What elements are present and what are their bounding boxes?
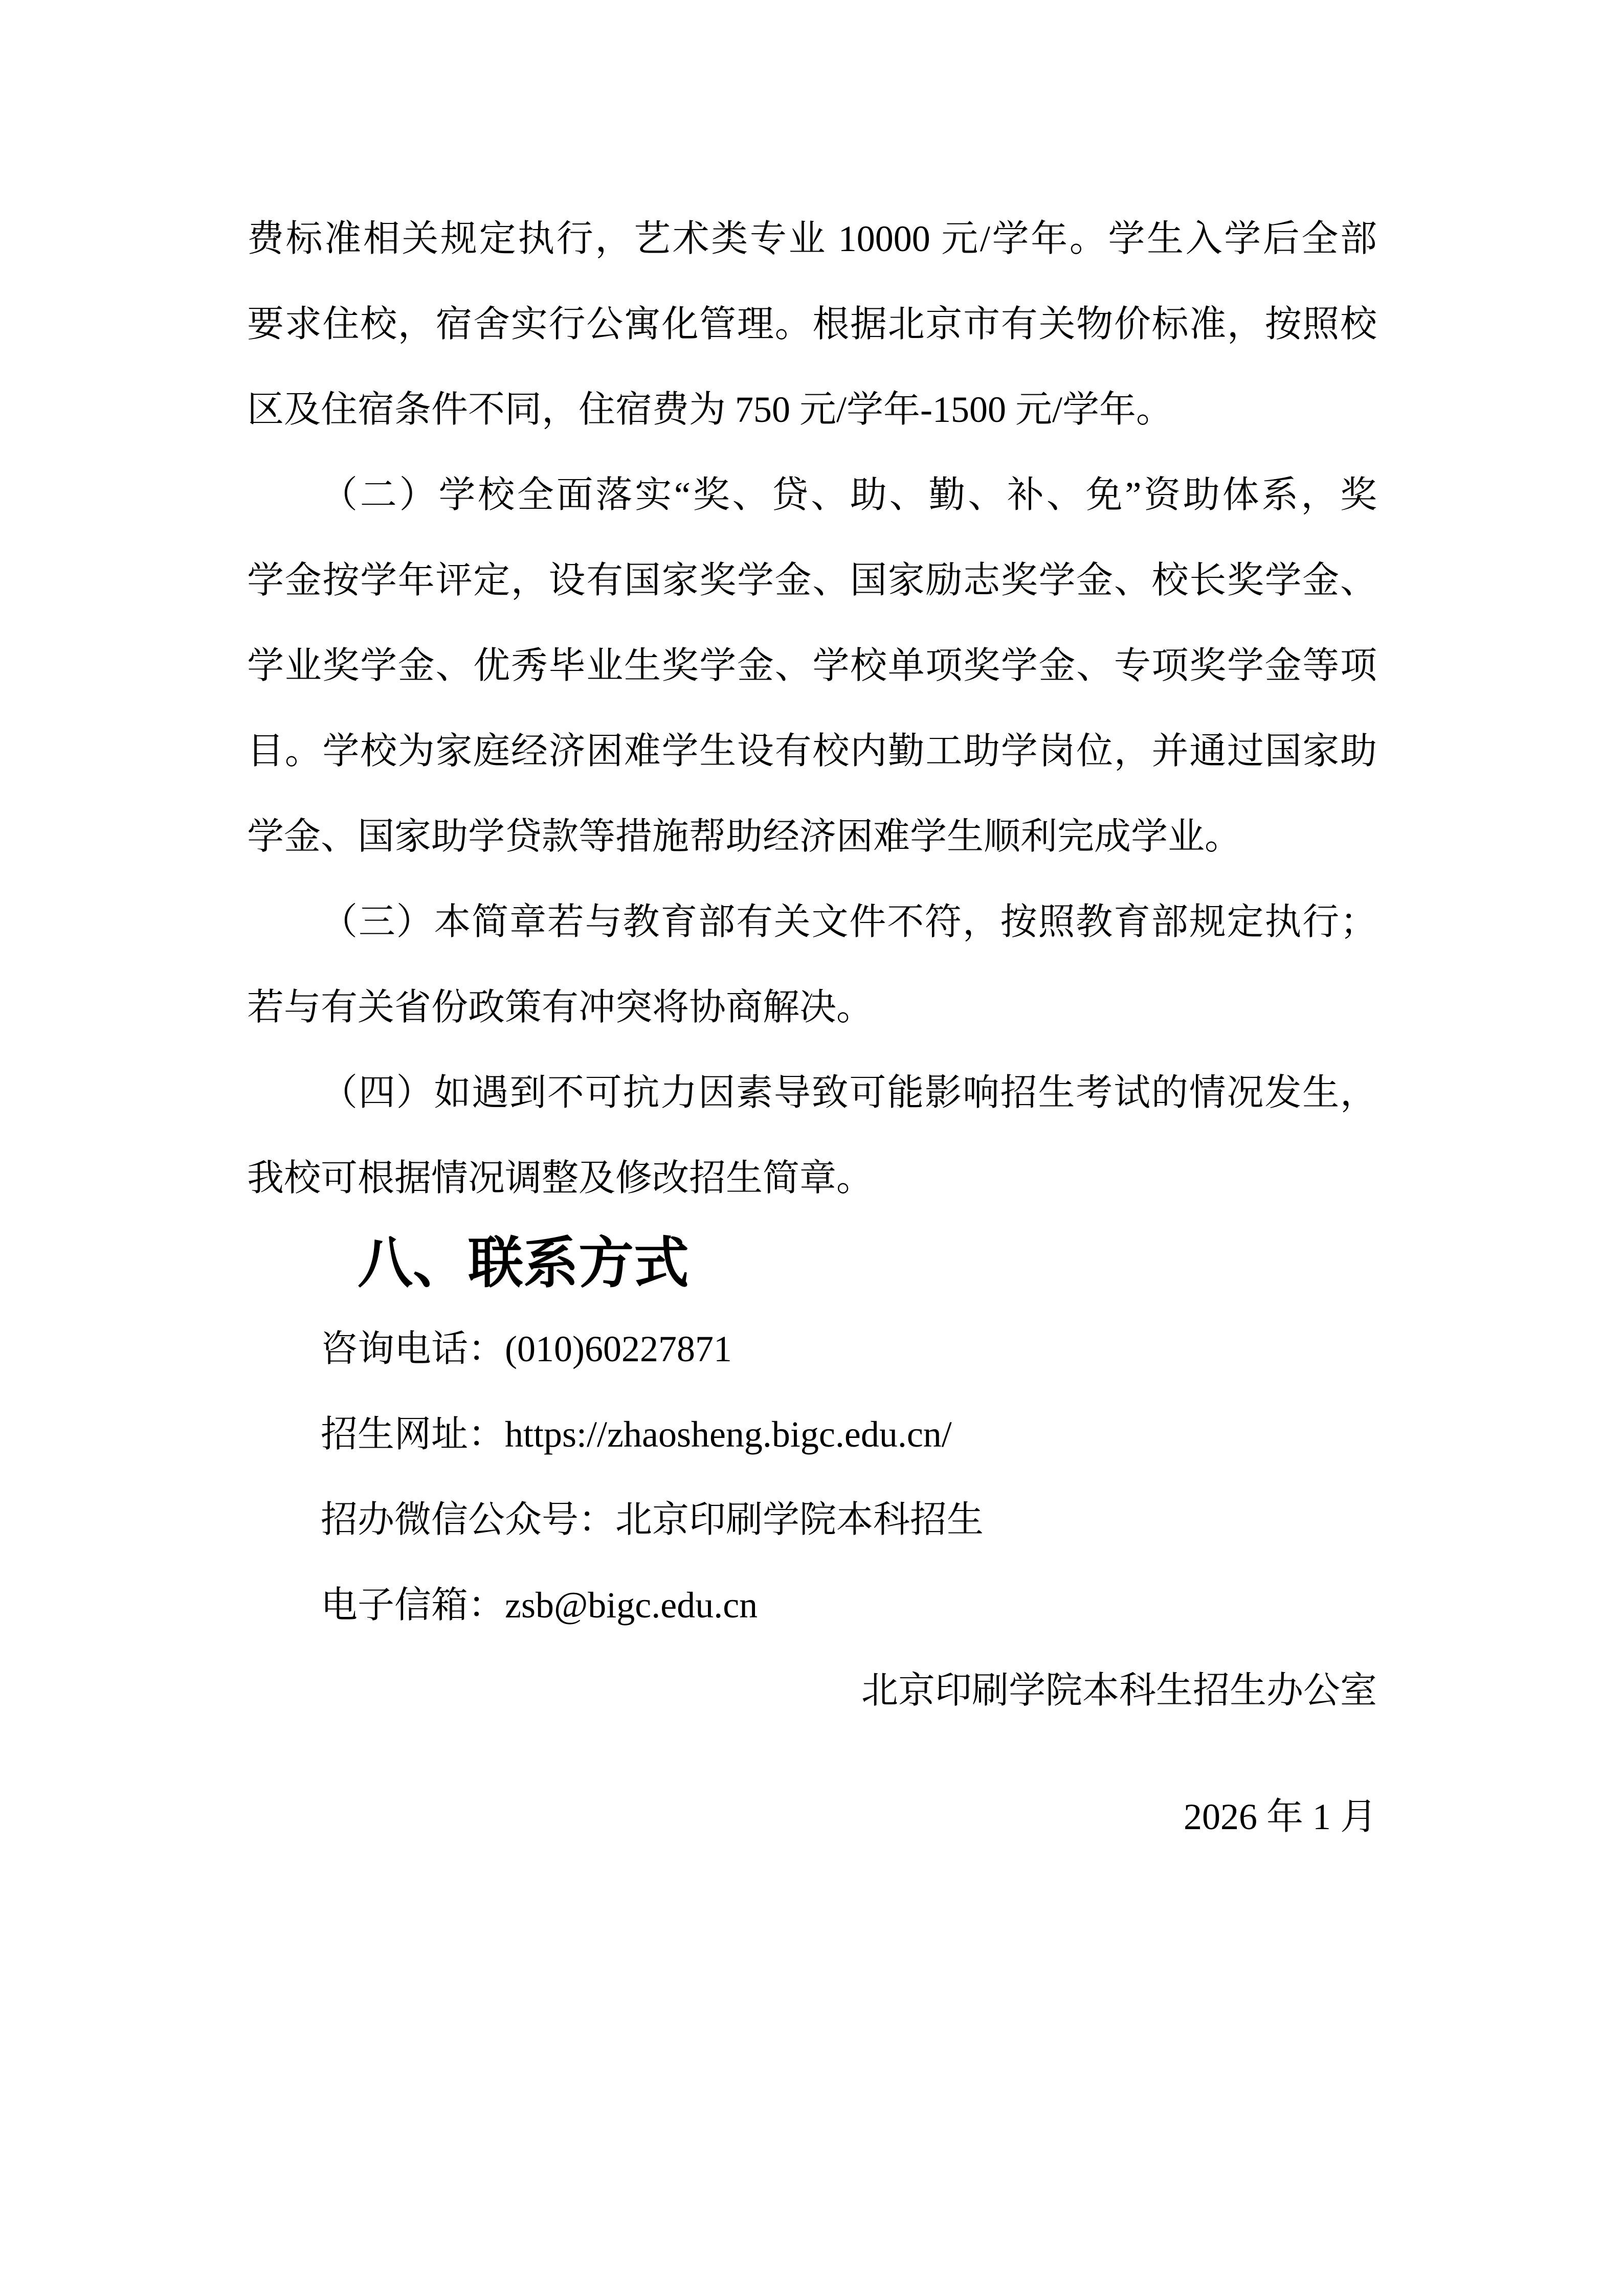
document-line: 区及住宿条件不同，住宿费为 750 元/学年-1500 元/学年。 — [247, 389, 1173, 430]
contact-website-line: 招生网址：https://zhaosheng.bigc.edu.cn/ — [321, 1414, 952, 1455]
paragraph-fees-continuation — [247, 196, 1377, 453]
contact-email-line: 电子信箱：zsb@bigc.edu.cn — [321, 1585, 758, 1626]
paragraph-force-majeure — [247, 1050, 1377, 1221]
document-line: 我校可根据情况调整及修改招生简章。 — [247, 1158, 874, 1199]
signature-date-line: 2026 年 1 月 — [1183, 1796, 1377, 1837]
document-line: 学金按学年评定，设有国家奖学金、国家励志奖学金、校长奖学金、 — [247, 560, 1377, 601]
contact-wechat-line: 招办微信公众号：北京印刷学院本科招生 — [321, 1499, 984, 1540]
document-line: 要求住校，宿舍实行公寓化管理。根据北京市有关物价标准，按照校 — [247, 304, 1377, 345]
contact-section — [247, 1221, 1377, 1648]
document-line: （四）如遇到不可抗力因素导致可能影响招生考试的情况发生， — [321, 1072, 1377, 1113]
paragraph-scholarship-aid-system — [247, 453, 1377, 880]
document-line: 若与有关省份政策有冲突将协商解决。 — [247, 987, 874, 1028]
signature-block — [247, 1648, 1377, 1860]
document-line: （二）学校全面落实“奖、贷、助、勤、补、免”资助体系，奖 — [321, 475, 1377, 515]
contact-section-heading: 八、联系方式 — [358, 1233, 689, 1294]
document-line: 学业奖学金、优秀毕业生奖学金、学校单项奖学金、专项奖学金等项 — [247, 645, 1377, 686]
paragraph-moe-compliance — [247, 880, 1377, 1050]
document-line: 费标准相关规定执行，艺术类专业 10000 元/学年。学生入学后全部 — [247, 218, 1377, 259]
signature-office-line: 北京印刷学院本科生招生办公室 — [861, 1670, 1377, 1711]
contact-phone-line: 咨询电话：(010)60227871 — [321, 1329, 732, 1369]
document-line: 目。学校为家庭经济困难学生设有校内勤工助学岗位，并通过国家助 — [247, 731, 1377, 772]
document-line: 学金、国家助学贷款等措施帮助经济困难学生顺利完成学业。 — [247, 816, 1242, 857]
document-line: （三）本简章若与教育部有关文件不符，按照教育部规定执行； — [321, 902, 1377, 942]
page-body — [247, 196, 1377, 1860]
